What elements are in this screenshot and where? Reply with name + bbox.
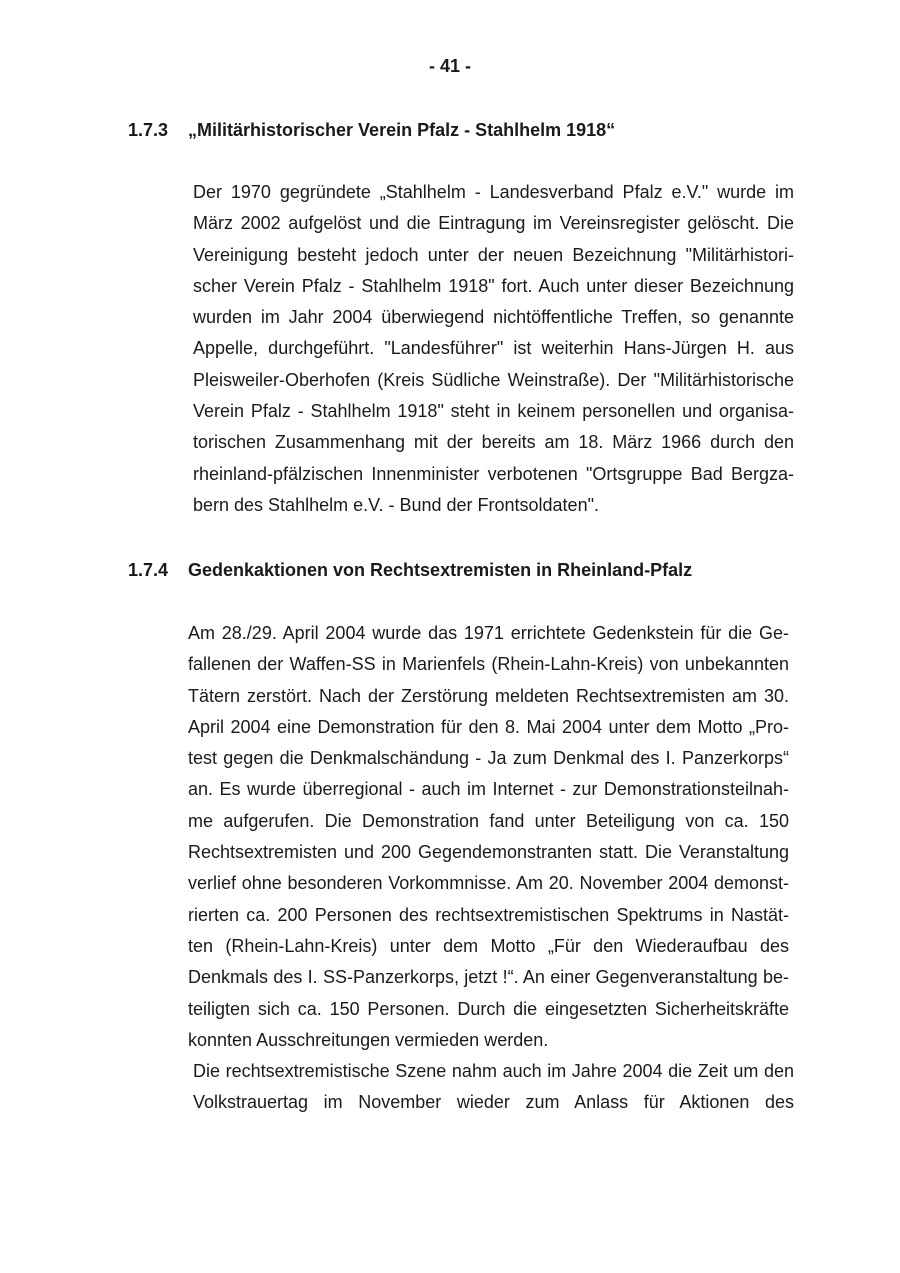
- text-line: verlief ohne besonderen Vorkommnisse. Am 20. November 2004 demonst-: [188, 873, 789, 894]
- text-line: März 2002 aufgelöst und die Eintragung im Vereinsregister gelöscht. Die: [193, 213, 794, 234]
- text-line: ten (Rhein-Lahn-Kreis) unter dem Motto „Für den Wiederaufbau des: [188, 935, 789, 956]
- text-line: Am 28./29. April 2004 wurde das 1971 errichtete Gedenkstein für die Ge-: [188, 623, 789, 643]
- page-number: - 41 -: [428, 56, 471, 76]
- paragraph: [193, 177, 794, 521]
- text-line: Pleisweiler-Oberhofen (Kreis Südliche Weinstraße). Der "Militärhistorische: [193, 369, 794, 390]
- section-title: Gedenkaktionen von Rechtsextremisten in Rheinland-Pfalz: [188, 560, 693, 580]
- section-heading: [128, 560, 692, 581]
- text-line: wurden im Jahr 2004 überwiegend nichtöffentliche Treffen, so genannte: [193, 307, 794, 328]
- text-line: April 2004 eine Demonstration für den 8. Mai 2004 unter dem Motto „Pro-: [188, 716, 789, 737]
- text-line: Appelle, durchgeführt. "Landesführer" ist weiterhin Hans-Jürgen H. aus: [193, 338, 794, 359]
- text-line: Der 1970 gegründete „Stahlhelm - Landesverband Pfalz e.V." wurde im: [193, 182, 794, 202]
- text-line: teiligten sich ca. 150 Personen. Durch die eingesetzten Sicherheitskräfte: [188, 998, 789, 1019]
- text-line: test gegen die Denkmalschändung - Ja zum Denkmal des I. Panzerkorps“: [188, 748, 789, 769]
- text-line: rierten ca. 200 Personen des rechtsextremistischen Spektrums in Nastät-: [188, 904, 789, 925]
- text-line: Verein Pfalz - Stahlhelm 1918" steht in keinem personellen und organisa-: [193, 401, 794, 422]
- text-line: Volkstrauertag im November wieder zum Anlass für Aktionen des: [193, 1092, 794, 1113]
- section-title: „Militärhistorischer Verein Pfalz - Stahlhelm 1918“: [188, 120, 616, 140]
- text-line: me aufgerufen. Die Demonstration fand unter Beteiligung von ca. 150: [188, 810, 789, 831]
- section-heading: [128, 120, 615, 141]
- text-line: fallenen der Waffen-SS in Marienfels (Rhein-Lahn-Kreis) von unbekannten: [188, 654, 789, 675]
- paragraph: [188, 618, 789, 1056]
- text-line: Denkmals des I. SS-Panzerkorps, jetzt !“. An einer Gegenveranstaltung be-: [188, 967, 789, 988]
- section-number: 1.7.4: [128, 560, 169, 580]
- text-line: Rechtsextremisten und 200 Gegendemonstranten statt. Die Veranstaltung: [188, 842, 789, 863]
- text-line: Die rechtsextremistische Szene nahm auch im Jahre 2004 die Zeit um den: [193, 1061, 794, 1081]
- text-line: torischen Zusammenhang mit der bereits am 18. März 1966 durch den: [193, 432, 794, 453]
- text-line: Tätern zerstört. Nach der Zerstörung meldeten Rechtsextremisten am 30.: [188, 685, 789, 706]
- text-line: bern des Stahlhelm e.V. - Bund der Frontsoldaten".: [193, 494, 599, 515]
- text-line: rheinland-pfälzischen Innenminister verbotenen "Ortsgruppe Bad Bergza-: [193, 463, 794, 484]
- text-line: scher Verein Pfalz - Stahlhelm 1918" fort. Auch unter dieser Bezeichnung: [193, 275, 794, 296]
- text-line: konnten Ausschreitungen vermieden werden.: [188, 1029, 549, 1050]
- paragraph: [193, 1056, 794, 1119]
- section-number: 1.7.3: [128, 120, 169, 140]
- text-line: an. Es wurde überregional - auch im Internet - zur Demonstrationsteilnah-: [188, 779, 789, 800]
- text-line: Vereinigung besteht jedoch unter der neuen Bezeichnung "Militärhistori-: [193, 244, 794, 265]
